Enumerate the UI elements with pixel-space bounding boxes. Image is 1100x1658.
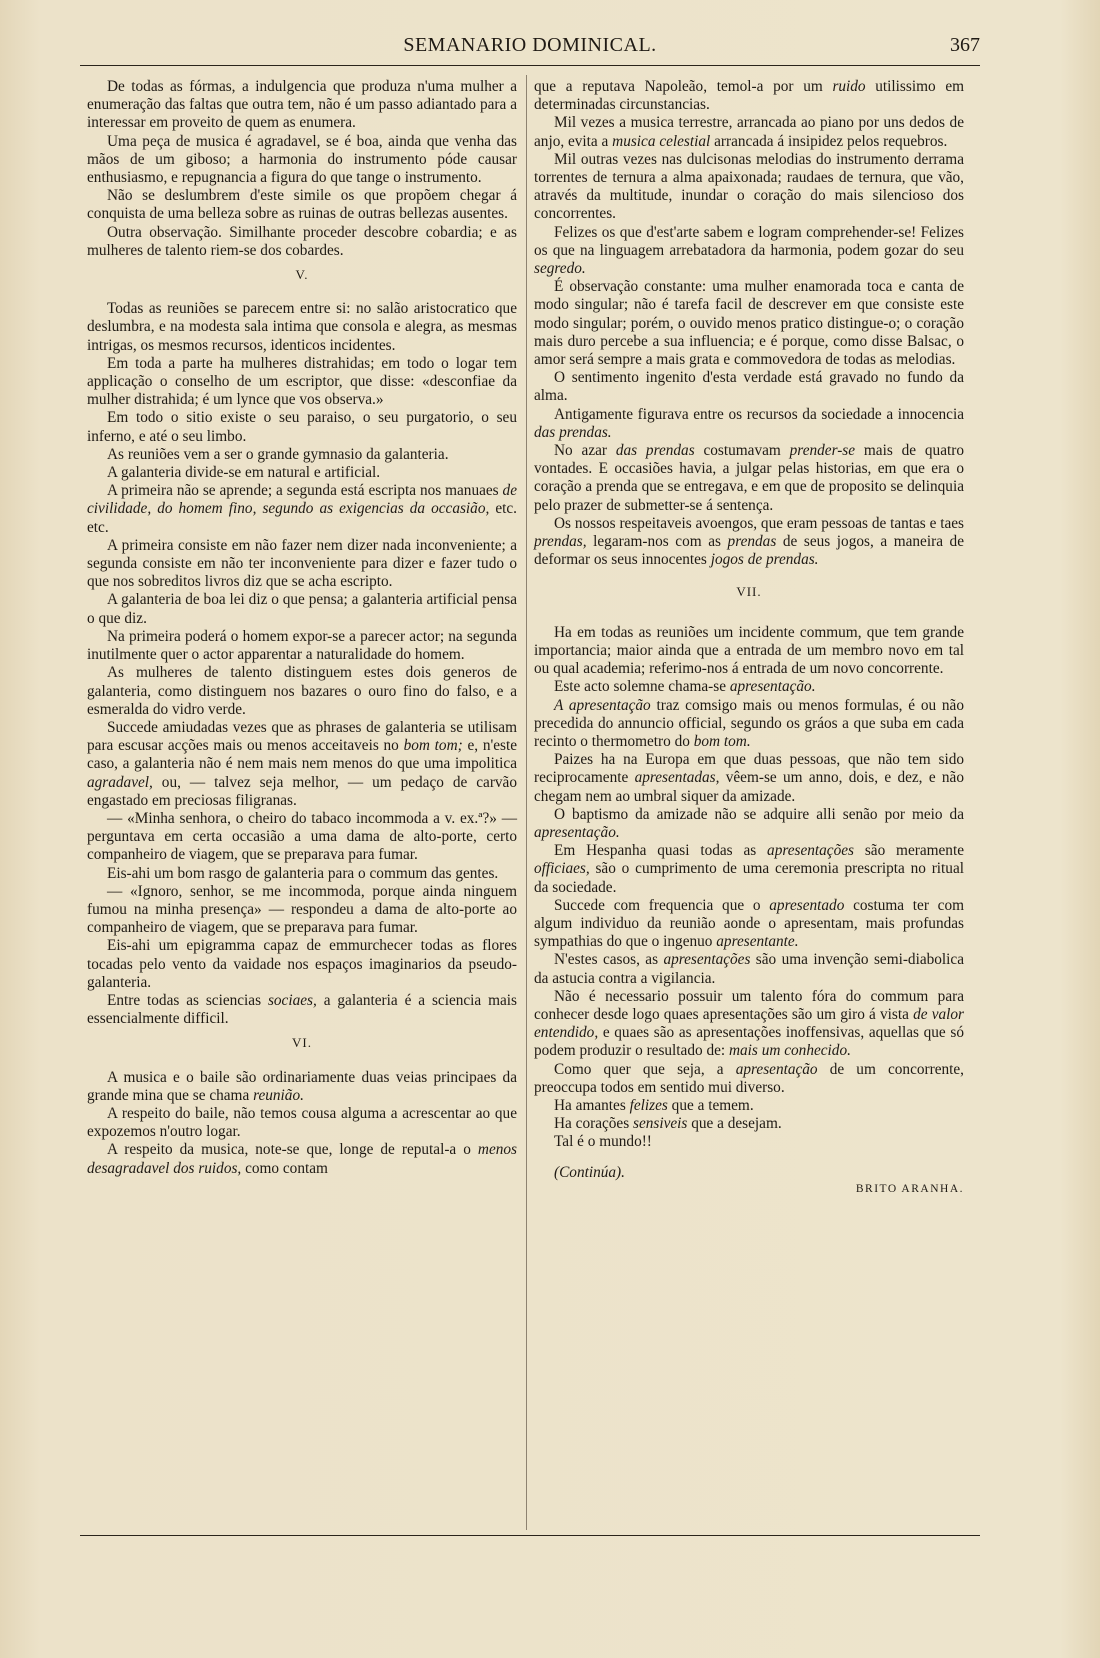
paragraph: Em todo o sitio existe o seu paraiso, o seu purgatorio, o seu inferno, e até o seu limbo. xyxy=(87,409,517,445)
paragraph: Paizes ha na Europa em que duas pessoas, que não tem sido reciprocamente apresentadas, vêem-se um anno, dois, e dez, e não chegam nem ao umbral siquer da amizade. xyxy=(534,751,964,805)
paragraph: que a reputava Napoleão, temol-a por um ruido utilissimo em determinadas circunstancias. xyxy=(534,78,965,114)
paragraph: A galanteria de boa lei diz o que pensa; a galanteria artificial pensa o que diz. xyxy=(87,591,517,627)
paragraph: Mil vezes a musica terrestre, arrancada ao piano por uns dedos de anjo, evita a musica celestial arrancada á insipidez pelos requebros. xyxy=(534,114,964,150)
left-column xyxy=(87,78,517,1178)
paragraph: Outra observação. Similhante proceder descobre cobardia; e as mulheres de talento riem-se dos cobardes. xyxy=(87,223,517,259)
paragraph: — «Minha senhora, o cheiro do tabaco incommoda a v. ex.ª?» — perguntava em certa occasião a uma dama de alto-porte, certo companheiro de viagem, que se preparava para fumar. xyxy=(87,809,517,864)
section-heading-vi: VI. xyxy=(292,1035,312,1051)
paragraph: O baptismo da amizade não se adquire alli senão por meio da apresentação. xyxy=(534,805,964,841)
paragraph: N'estes casos, as apresentações são uma invenção semi-diabolica da astucia contra a vigilancia. xyxy=(534,951,964,987)
column-divider xyxy=(526,75,527,1530)
paragraph: Tal é o mundo!! xyxy=(554,1133,652,1151)
paragraph: O sentimento ingenito d'esta verdade está gravado no fundo da alma. xyxy=(534,369,964,405)
page-number: 367 xyxy=(950,34,980,56)
paragraph: Entre todas as sciencias sociaes, a galanteria é a sciencia mais essencialmente difficil. xyxy=(87,991,517,1028)
page-header xyxy=(80,34,980,64)
paragraph: A respeito da musica, note-se que, longe de reputal-a o menos desagradavel dos ruidos, como contam xyxy=(87,1141,517,1177)
paragraph: A apresentação traz comsigo mais ou menos formulas, é ou não precedida do annuncio official, segundo os gráos a que suba em cada recinto o thermometro do bom tom. xyxy=(534,696,964,750)
paragraph: Succede amiudadas vezes que as phrases de galanteria se utilisam para escusar acções mais ou menos acceitaveis no bom tom; e, n'este caso, a galanteria não é nem mais nem menos do que uma impolitica agradavel, ou, — talvez seja melhor, — um pedaço de carvão engastado em preciosas filigranas. xyxy=(87,718,518,809)
paragraph: Antigamente figurava entre os recursos da sociedade a innocencia das prendas. xyxy=(534,405,964,441)
paragraph: Eis-ahi um bom rasgo de galanteria para o commum das gentes. xyxy=(107,864,499,882)
paragraph: Não é necessario possuir um talento fóra do commum para conhecer desde logo quaes apresentações são um giro á vista de valor entendido, e quaes são as apresentações inoffensivas, aquellas que só podem produzir o resultado de: mais um conhecido. xyxy=(534,987,964,1060)
paragraph: As mulheres de talento distinguem estes dois generos de galanteria, como distinguem nos bazares o ouro fino do falso, e a esmeralda do vidro verde. xyxy=(87,664,517,718)
paragraph: Mil outras vezes nas dulcisonas melodias do instrumento derrama torrentes de ternura a alma apaixonada; raudaes de ternura, que vão, através da multitude, inundar o coração do mais silencioso dos concorrentes. xyxy=(534,150,964,223)
paragraph: De todas as fórmas, a indulgencia que produza n'uma mulher a enumeração das faltas que outra tem, não é um passo adiantado para a interessar em proveito de quem as enumera. xyxy=(87,78,517,132)
author-signature: BRITO ARANHA. xyxy=(855,1182,964,1195)
paragraph: Ha em todas as reuniões um incidente commum, que tem grande importancia; maior ainda que a entrada de um membro novo em tal ou qual academia; referimo-nos á entrada de um novo concorrente. xyxy=(534,623,964,678)
paragraph: É observação constante: uma mulher enamorada toca e canta de modo singular; não é tarefa facil de descrever em que consiste este modo singular; porém, o ouvido menos pratico distingue-o; o coração mais duro percebe a sua influencia; e é porque, como disse Balsac, o amor será sempre a mais grata e commovedora de todas as melodias. xyxy=(534,278,964,369)
paragraph: Felizes os que d'est'arte sabem e logram comprehender-se! Felizes os que na linguagem arrebatadora da harmonia, podem gozar do seu segredo. xyxy=(534,223,964,278)
section-heading-vii: VII. xyxy=(736,584,762,600)
paragraph: Ha corações sensiveis que a desejam. xyxy=(554,1115,782,1133)
right-column xyxy=(534,78,964,1198)
paragraph: No azar das prendas costumavam prender-se mais de quatro vontades. E occasiões havia, a julgar pelas historias, em que era o coração a prenda que se entregava, e em que de proposito se delinquia pelo prazer de submetter-se á sentença. xyxy=(534,442,964,514)
header-rule xyxy=(80,65,980,66)
paragraph: Succede com frequencia que o apresentado costuma ter com algum individuo da reunião aonde o apresentam, mais profundas sympathias do que o ingenuo apresentante. xyxy=(534,896,965,951)
paragraph: A musica e o baile são ordinariamente duas veias principaes da grande mina que se chama reunião. xyxy=(87,1068,517,1104)
journal-title: SEMANARIO DOMINICAL. xyxy=(403,34,657,56)
paragraph: A primeira não se aprende; a segunda está escripta nos manuaes de civilidade, do homem fino, segundo as exigencias da occasião, etc. etc. xyxy=(87,482,518,536)
paragraph: As reuniões vem a ser o grande gymnasio da galanteria. xyxy=(107,445,449,463)
paragraph: Os nossos respeitaveis avoengos, que eram pessoas de tantas e taes prendas, legaram-nos com as prendas de seus jogos, a maneira de deformar os seus innocentes jogos de prendas. xyxy=(534,514,964,569)
paragraph: A primeira consiste em não fazer nem dizer nada inconveniente; a segunda consiste em não ter inconveniente para dizer e fazer tudo o que nos sobreditos livros diz que se acha escripto. xyxy=(87,536,517,591)
paragraph: A galanteria divide-se em natural e artificial. xyxy=(107,464,381,482)
paragraph: Não se deslumbrem d'este simile os que propõem chegar á conquista de uma belleza sobre as ruinas de outras bellezas ausentes. xyxy=(87,187,517,223)
paragraph: Este acto solemne chama-se apresentação. xyxy=(554,678,816,696)
paragraph: Como quer que seja, a apresentação de um concorrente, preoccupa todos em sentido mui diverso. xyxy=(534,1060,964,1096)
section-heading-v: V. xyxy=(295,267,309,283)
paragraph: Eis-ahi um epigramma capaz de emmurchecer todas as flores tocadas pelo vento da vaidade nos espaços imaginarios da pseudo-galanteria. xyxy=(87,937,517,991)
continued-note: (Continúa). xyxy=(554,1163,625,1181)
footer-rule xyxy=(80,1535,980,1536)
paragraph: Em toda a parte ha mulheres distrahidas; em todo o logar tem applicação o conselho de um escriptor, que disse: «desconfiae da mulher distrahida; é um lynce que vos observa.» xyxy=(87,354,517,409)
paragraph: Ha amantes felizes que a temem. xyxy=(554,1096,754,1114)
paragraph: Na primeira poderá o homem expor-se a parecer actor; na segunda inutilmente quer o actor apparentar a naturalidade do homem. xyxy=(87,627,517,664)
paragraph: — «Ignoro, senhor, se me incommoda, porque ainda ninguem fumou na minha presença» — respondeu a dama de alto-porte ao companheiro de viagem, que se preparava para fumar. xyxy=(87,882,517,937)
paragraph: A respeito do baile, não temos cousa alguma a acrescentar ao que expozemos n'outro logar. xyxy=(87,1104,517,1141)
paragraph: Em Hespanha quasi todas as apresentações são meramente officiaes, são o cumprimento de uma ceremonia prescripta no ritual da sociedade. xyxy=(534,842,964,896)
paragraph: Todas as reuniões se parecem entre si: no salão aristocratico que deslumbra, e na modesta sala intima que consola e alegra, as mesmas intrigas, os mesmos recursos, identicos incidentes. xyxy=(87,300,517,354)
paragraph: Uma peça de musica é agradavel, se é boa, ainda que venha das mãos de um giboso; a harmonia do instrumento póde causar enthusiasmo, e repugnancia a figura do que tange o instrumento. xyxy=(87,132,517,187)
